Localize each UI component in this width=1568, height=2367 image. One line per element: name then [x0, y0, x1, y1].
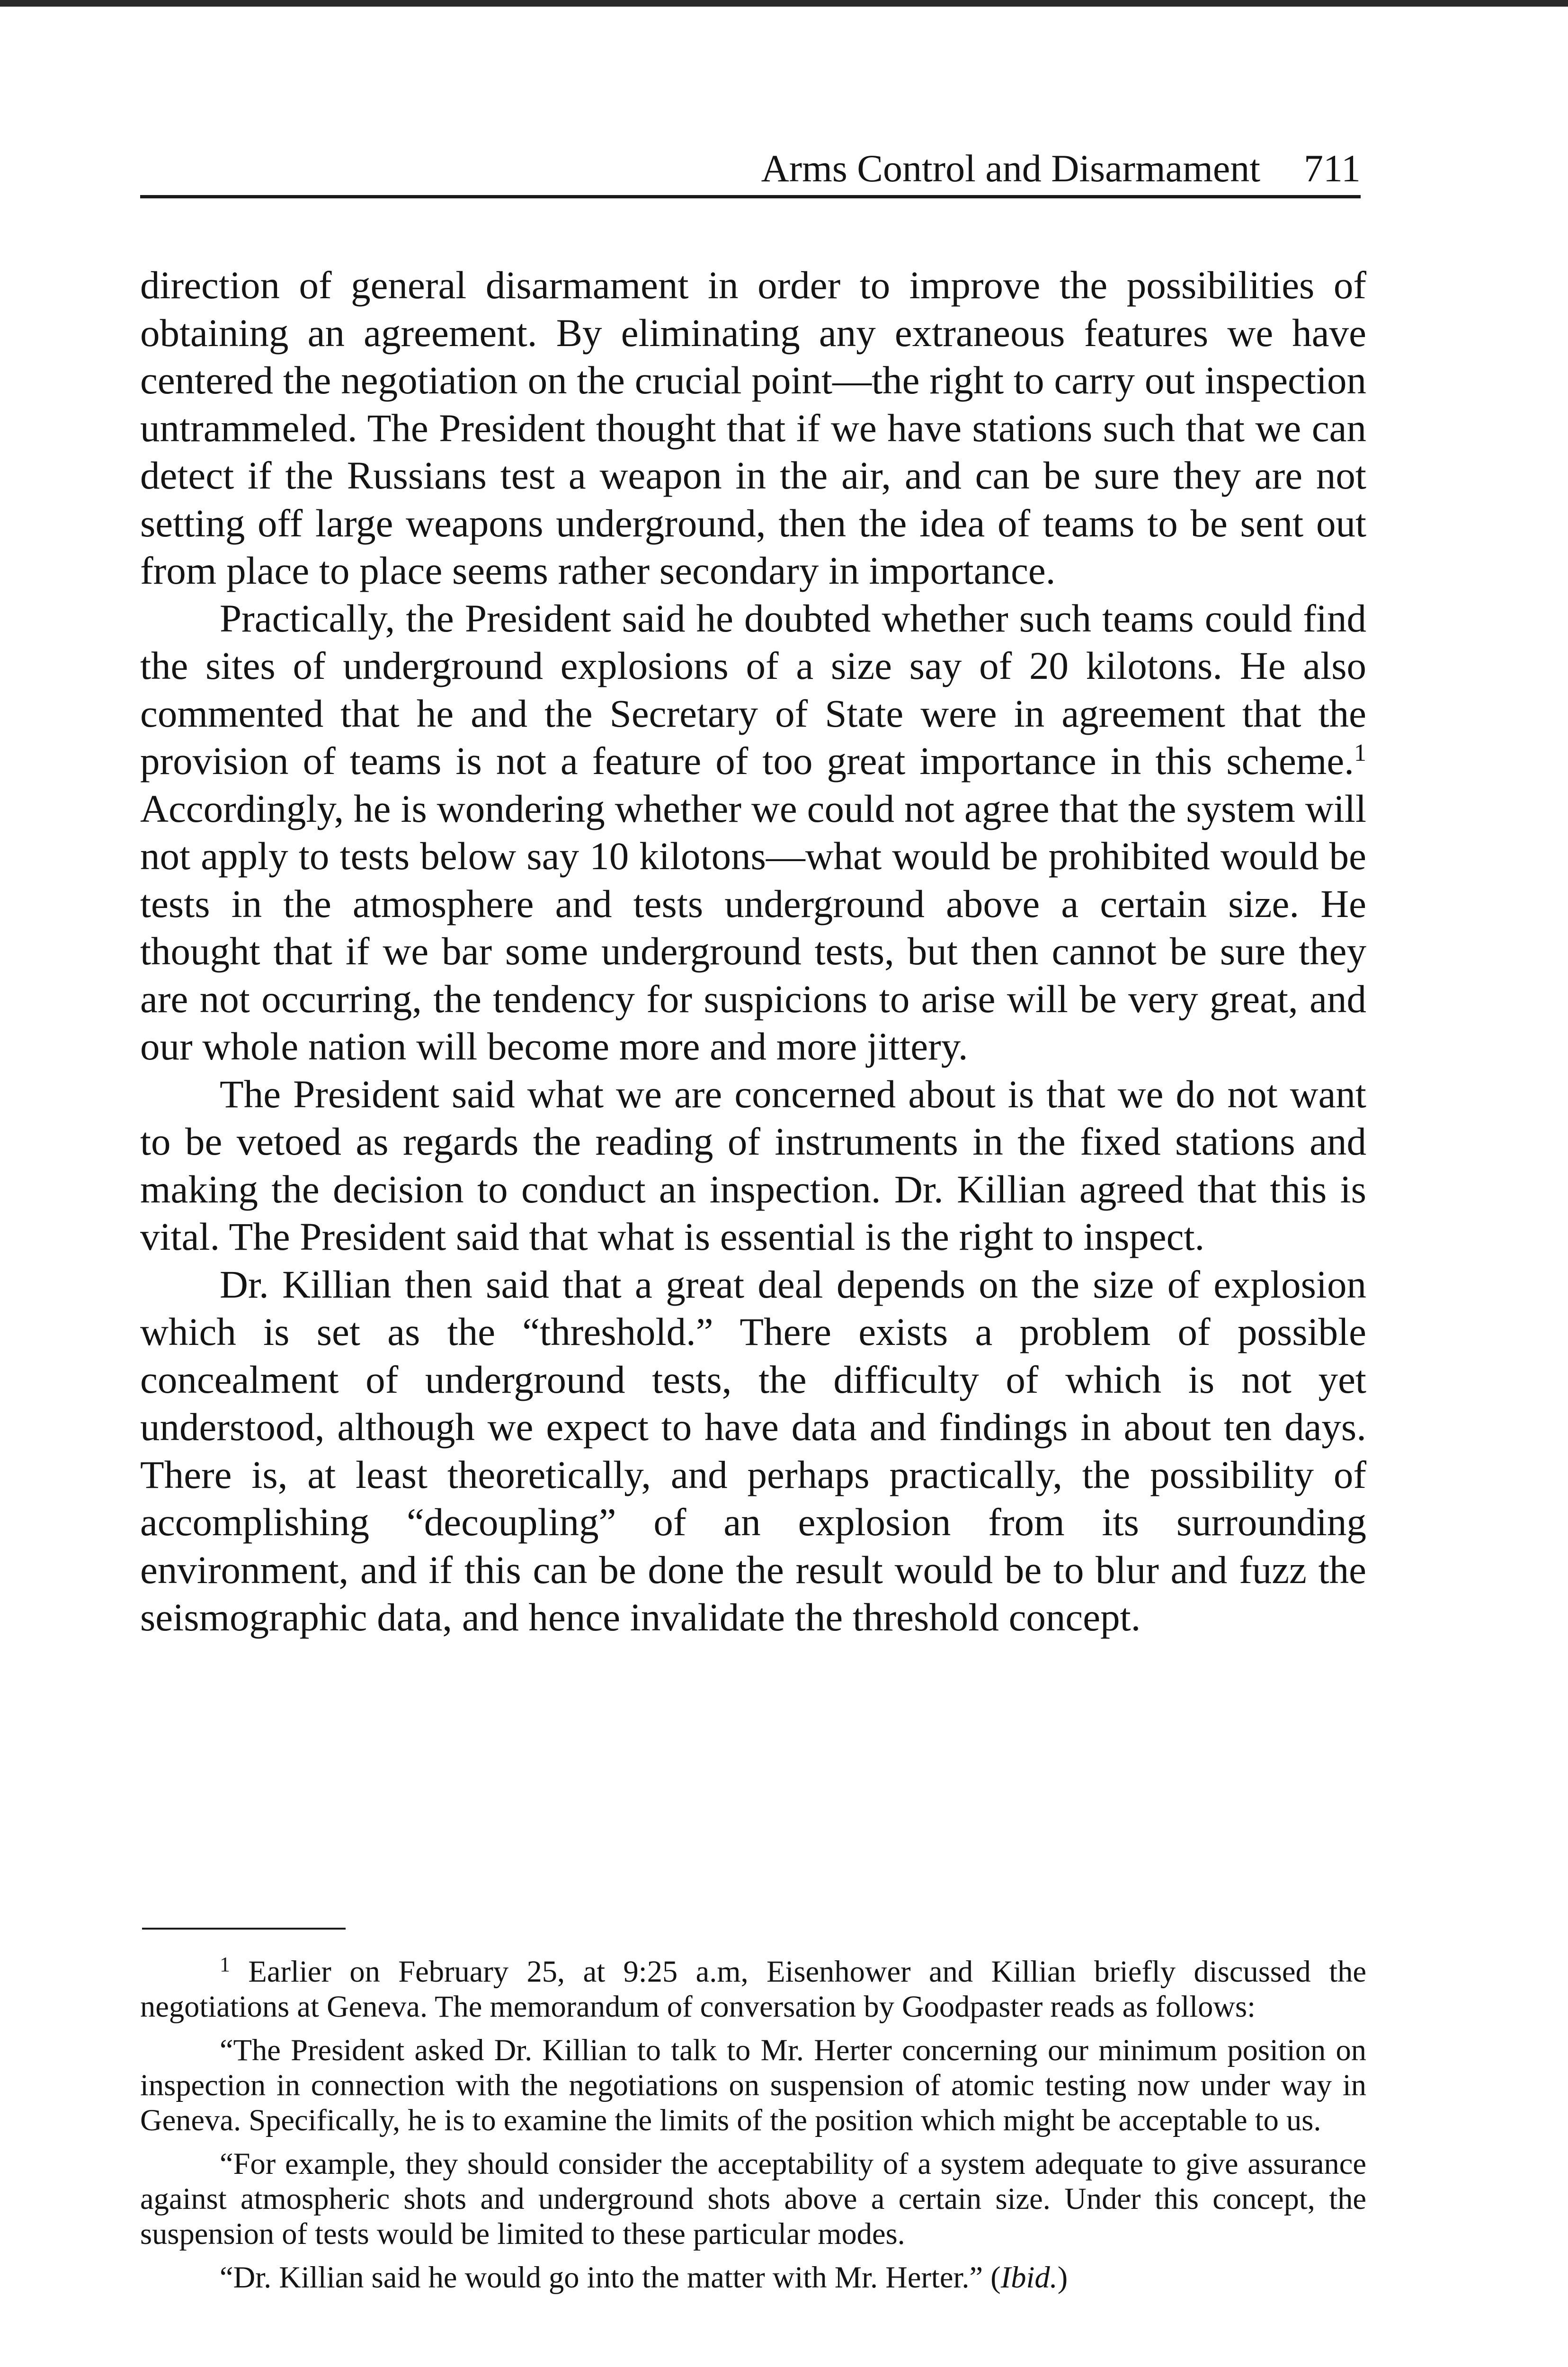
- page-number: 711: [1304, 147, 1361, 190]
- running-title: Arms Control and Disarmament: [761, 147, 1261, 190]
- footnote-quote-1: “The President asked Dr. Killian to talk to Mr. Herter concerning our minimum position on inspection in connection with the negotiations on suspension of atomic testing now under way in Geneva. Specifically, he is to examine the limits of the position which might be acceptable to us.: [140, 2033, 1366, 2137]
- footnote-1-text: Earlier on February 25, at 9:25 a.m, Eisenhower and Killian briefly discussed the negotiations at Geneva. The memorandum of conversation by Goodpaster reads as follows:: [140, 1955, 1366, 2023]
- footnote-source: Ibid.: [1000, 2260, 1058, 2294]
- paragraph-3: The President said what we are concerned about is that we do not want to be vetoed as regards the reading of instruments in the fixed stations and making the decision to conduct an inspection. Dr. Killian agreed that this is vital. The President said that what is essential is the right to inspect.: [140, 1072, 1366, 1258]
- footnote-quote-3: [140, 2260, 1366, 2295]
- footnote-quote-3-text: “Dr. Killian said he would go into the matter with Mr. Herter.” (: [220, 2260, 1001, 2294]
- footnote-reference: 1: [1354, 739, 1366, 766]
- footnote-1: [140, 1954, 1366, 2024]
- paragraph-2-text-b: Accordingly, he is wondering whether we could not agree that the system will not apply to tests below say 10 kilotons—what would be prohibited would be tests in the atmosphere and tests underground above a certain size. He thought that if we bar some underground tests, but then cannot be sure they are not occurring, the tendency for suspicions to arise will be very great, and our whole nation will become more and more jittery.: [140, 786, 1366, 1068]
- paragraph-4: Dr. Killian then said that a great deal depends on the size of explosion which is set as the “threshold.” There exists a problem of possible concealment of underground tests, the difficulty of which is not yet understood, although we expect to have data and findings in about ten days. There is, at least theoretically, and perhaps practically, the possibility of accomplishing “decoupling” of an explosion from its surrounding environment, and if this can be done the result would be to blur and fuzz the seismographic data, and hence invalidate the threshold concept.: [140, 1262, 1366, 1639]
- paragraph-2-text-a: Practically, the President said he doubted whether such teams could find the sites of underground explosions of a size say of 20 kilotons. He also commented that he and the Secretary of State were in agreement that the provision of teams is not a feature of too great importance in this scheme.: [140, 596, 1366, 783]
- paragraph-2: [140, 595, 1366, 1070]
- footnote-close-paren: ): [1057, 2260, 1068, 2294]
- main-text: [140, 261, 1366, 1641]
- footnote-marker: 1: [220, 1953, 230, 1976]
- footnotes: [140, 1954, 1366, 2304]
- footnote-rule: [142, 1928, 346, 1930]
- paragraph-1: direction of general disarmament in order to improve the possibilities of obtaining an agreement. By eliminating any extraneous features we have centered the negotiation on the crucial point—the right to carry out inspection untrammeled. The President thought that if we have stations such that we can detect if the Russians test a weapon in the air, and can be sure they are not setting off large weapons underground, then the idea of teams to be sent out from place to place seems rather secondary in importance.: [140, 263, 1366, 592]
- footnote-quote-2: “For example, they should consider the acceptability of a system adequate to give assurance against atmospheric shots and underground shots above a certain size. Under this concept, the suspension of tests would be limited to these particular modes.: [140, 2147, 1366, 2251]
- running-head: [140, 142, 1361, 198]
- scan-edge-shadow: [0, 0, 1568, 7]
